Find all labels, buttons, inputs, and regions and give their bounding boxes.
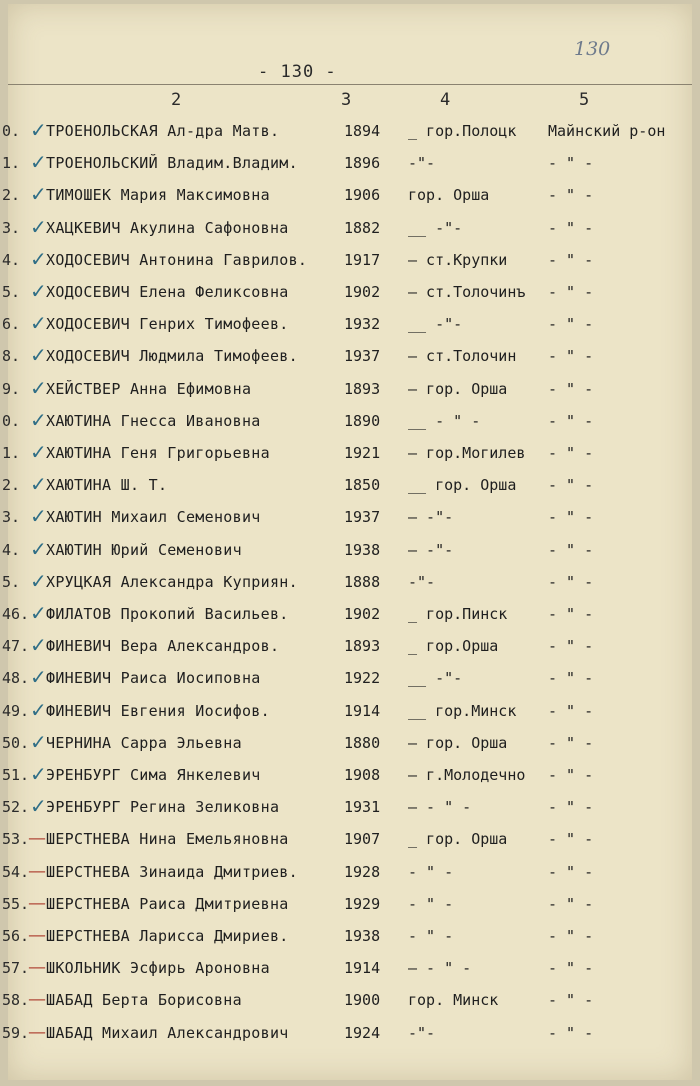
birth-place: — - " - — [408, 959, 472, 978]
district: - " - — [548, 701, 594, 720]
birth-place: __ -"- — [408, 669, 463, 688]
table-row — [2, 1018, 692, 1050]
person-name: ХАЮТИНА Геня Григорьевна — [46, 444, 270, 462]
person-name: ХАЦКЕВИЧ Акулина Сафоновна — [46, 218, 289, 237]
table-row — [2, 792, 692, 824]
birth-place: __ гор.Минск — [408, 701, 517, 720]
row-number: 5. — [2, 283, 21, 301]
district: - " - — [548, 315, 594, 334]
header-rule — [8, 84, 692, 85]
birth-place: — -"- — [408, 508, 454, 527]
person-name: ЧЕРНИНА Сарра Эльевна — [46, 733, 242, 752]
table-row — [2, 374, 692, 406]
birth-year: 1888 — [344, 572, 381, 591]
dash-mark: — — [28, 957, 46, 979]
check-mark: ✓ — [30, 472, 47, 497]
table-row — [2, 824, 692, 856]
check-mark: ✓ — [30, 214, 47, 239]
row-number: 4. — [2, 250, 21, 269]
birth-place: __ -"- — [408, 315, 463, 334]
district: - " - — [548, 250, 594, 269]
handwritten-page-number: 130 — [574, 38, 611, 60]
check-mark: ✓ — [30, 246, 47, 271]
birth-year: 1938 — [344, 540, 381, 559]
dash-mark: — — [28, 989, 46, 1011]
check-mark: ✓ — [30, 794, 47, 819]
birth-year: 1922 — [344, 669, 381, 688]
birth-place: — гор. Орша — [408, 733, 508, 752]
birth-year: 1914 — [344, 959, 381, 978]
check-mark: ✓ — [30, 762, 47, 786]
person-name: ЭРЕНБУРГ Регина Зеликовна — [46, 798, 280, 817]
birth-year: 1850 — [344, 476, 381, 495]
person-name: ХРУЦКАЯ Александра Куприян. — [46, 572, 298, 591]
row-number: 59. — [2, 1023, 30, 1042]
birth-year: 1929 — [344, 894, 381, 913]
table-row — [2, 213, 692, 245]
check-mark: ✓ — [30, 182, 47, 207]
birth-place: _ гор.Пинск — [408, 605, 508, 623]
birth-year: 1937 — [344, 347, 381, 366]
person-name: ХАЮТИНА Гнесса Ивановна — [46, 411, 261, 430]
birth-year: 1921 — [344, 444, 381, 462]
birth-year: 1928 — [344, 862, 381, 881]
birth-place: — -"- — [408, 540, 454, 559]
district: - " - — [548, 637, 594, 656]
table-row — [2, 599, 692, 631]
table-row — [2, 921, 692, 953]
table-row — [2, 760, 692, 792]
district: - " - — [548, 991, 594, 1010]
dash-mark: — — [28, 1021, 46, 1043]
row-number: 57. — [2, 959, 30, 978]
district: - " - — [548, 959, 594, 978]
check-mark: ✓ — [30, 697, 47, 722]
birth-year: 1938 — [344, 927, 381, 945]
table-row — [2, 341, 692, 373]
person-name: ХАЮТИН Юрий Семенович — [46, 540, 242, 559]
birth-year: 1890 — [344, 411, 381, 430]
district: - " - — [548, 1023, 594, 1042]
row-number: 4. — [2, 540, 21, 559]
row-number: 0. — [2, 122, 21, 140]
document-page — [2, 4, 692, 1080]
table-row — [2, 245, 692, 277]
birth-place: _ гор.Полоцк — [408, 122, 517, 140]
district: - " - — [548, 411, 594, 430]
birth-place: — гор.Могилев — [408, 444, 526, 462]
row-number: 2. — [2, 476, 21, 495]
check-mark: ✓ — [30, 407, 47, 432]
table-row — [2, 470, 692, 502]
birth-year: 1893 — [344, 379, 381, 398]
birth-year: 1882 — [344, 218, 381, 237]
person-name: ХАЮТИН Михаил Семенович — [46, 508, 261, 527]
district: - " - — [548, 605, 594, 623]
table-row — [2, 696, 692, 728]
table-row — [2, 277, 692, 309]
birth-place: - " - — [408, 862, 454, 881]
person-name: ШЕРСТНЕВА Ларисса Дмириев. — [46, 927, 289, 945]
row-number: 5. — [2, 572, 21, 591]
district: - " - — [548, 186, 594, 205]
typed-page-number: - 130 - — [258, 62, 337, 82]
table-row — [2, 631, 692, 663]
birth-place: гор. Минск — [408, 991, 499, 1010]
person-name: ШКОЛЬНИК Эсфирь Ароновна — [46, 959, 270, 978]
row-number: 9. — [2, 379, 21, 398]
birth-place: — ст.Толочин — [408, 347, 517, 366]
person-name: ФИНЕВИЧ Раиса Иосиповна — [46, 669, 261, 688]
person-name: ТИМОШЕК Мария Максимовна — [46, 186, 270, 205]
check-mark: ✓ — [30, 665, 47, 690]
check-mark: ✓ — [30, 279, 47, 303]
person-name: ХОДОСЕВИЧ Антонина Гаврилов. — [46, 250, 308, 269]
birth-year: 1900 — [344, 991, 381, 1010]
row-number: 54. — [2, 862, 30, 881]
district: - " - — [548, 347, 594, 366]
table-row — [2, 116, 692, 148]
birth-place: _ гор. Орша — [408, 830, 508, 849]
birth-place: — - " - — [408, 798, 472, 817]
check-mark: ✓ — [30, 601, 47, 625]
birth-place: гор. Орша — [408, 186, 490, 205]
person-name: ТРОЕНОЛЬСКИЙ Владим.Владим. — [46, 154, 298, 173]
person-name: ХОДОСЕВИЧ Людмила Тимофеев. — [46, 347, 298, 366]
birth-year: 1932 — [344, 315, 381, 334]
dash-mark: — — [28, 925, 46, 946]
check-mark: ✓ — [30, 504, 47, 529]
row-number: 50. — [2, 733, 30, 752]
table-row — [2, 567, 692, 599]
table-row — [2, 309, 692, 341]
check-mark: ✓ — [30, 311, 47, 336]
check-mark: ✓ — [30, 729, 47, 754]
person-name: ФИНЕВИЧ Евгения Иосифов. — [46, 701, 270, 720]
table-row — [2, 857, 692, 889]
birth-place: — г.Молодечно — [408, 766, 526, 784]
district: - " - — [548, 733, 594, 752]
dash-mark: — — [28, 860, 46, 882]
row-number: 3. — [2, 508, 21, 527]
person-name: ШАБАД Берта Борисовна — [46, 991, 242, 1010]
birth-place: -"- — [408, 1023, 436, 1042]
birth-place: __ гор. Орша — [408, 476, 517, 495]
district: - " - — [548, 830, 594, 849]
row-number: 3. — [2, 218, 21, 237]
birth-year: 1894 — [344, 122, 381, 140]
district: - " - — [548, 154, 594, 173]
birth-place: — ст.Крупки — [408, 250, 508, 269]
birth-year: 1908 — [344, 766, 381, 784]
column-header-4: 4 — [440, 90, 451, 110]
row-number: 49. — [2, 701, 30, 720]
birth-year: 1907 — [344, 830, 381, 849]
birth-year: 1937 — [344, 508, 381, 527]
person-name: ШЕРСТНЕВА Зинаида Дмитриев. — [46, 862, 298, 881]
district: - " - — [548, 572, 594, 591]
row-number: 51. — [2, 766, 30, 784]
birth-year: 1917 — [344, 250, 381, 269]
district: - " - — [548, 379, 594, 398]
district: - " - — [548, 218, 594, 237]
person-name: ШАБАД Михаил Александрович — [46, 1023, 289, 1042]
birth-year: 1893 — [344, 637, 381, 656]
dash-mark: — — [28, 892, 46, 914]
row-number: 0. — [2, 411, 21, 430]
birth-year: 1896 — [344, 154, 381, 173]
table-row — [2, 438, 692, 470]
row-number: 46. — [2, 605, 30, 623]
row-number: 1. — [2, 154, 21, 173]
birth-place: - " - — [408, 894, 454, 913]
district: - " - — [548, 540, 594, 559]
row-number: 58. — [2, 991, 30, 1010]
birth-year: 1902 — [344, 283, 381, 301]
table-row — [2, 663, 692, 695]
person-name: ХОДОСЕВИЧ Елена Феликсовна — [46, 283, 289, 301]
birth-place: _ гор.Орша — [408, 637, 499, 656]
district: - " - — [548, 927, 594, 945]
birth-place: -"- — [408, 154, 436, 173]
check-mark: ✓ — [30, 633, 47, 658]
district: - " - — [548, 508, 594, 527]
person-name: ФИЛАТОВ Прокопий Васильев. — [46, 605, 289, 623]
person-name: ШЕРСТНЕВА Раиса Дмитриевна — [46, 894, 289, 913]
check-mark: ✓ — [30, 118, 47, 142]
check-mark: ✓ — [30, 150, 47, 175]
birth-place: __ -"- — [408, 218, 463, 237]
birth-year: 1924 — [344, 1023, 381, 1042]
birth-year: 1931 — [344, 798, 381, 817]
table-row — [2, 148, 692, 180]
table-row — [2, 502, 692, 534]
district: - " - — [548, 798, 594, 817]
district: - " - — [548, 669, 594, 688]
table-row — [2, 180, 692, 212]
person-name: ЭРЕНБУРГ Сима Янкелевич — [46, 766, 261, 784]
table-row — [2, 985, 692, 1017]
row-number: 52. — [2, 798, 30, 817]
birth-year: 1914 — [344, 701, 381, 720]
dash-mark: — — [28, 828, 46, 850]
district: - " - — [548, 444, 594, 462]
check-mark: ✓ — [30, 536, 47, 561]
table-row — [2, 406, 692, 438]
table-row — [2, 728, 692, 760]
column-header-5: 5 — [579, 90, 590, 110]
row-number: 55. — [2, 894, 30, 913]
row-number: 53. — [2, 830, 30, 849]
district: - " - — [548, 283, 594, 301]
birth-place: — ст.Толочинъ — [408, 283, 526, 301]
row-number: 47. — [2, 637, 30, 656]
row-number: 1. — [2, 444, 21, 462]
column-header-2: 2 — [171, 90, 182, 110]
district: - " - — [548, 766, 594, 784]
district: - " - — [548, 476, 594, 495]
column-header-3: 3 — [341, 90, 352, 110]
person-name: ШЕРСТНЕВА Нина Емельяновна — [46, 830, 289, 849]
birth-place: __ - " - — [408, 411, 481, 430]
check-mark: ✓ — [30, 343, 47, 368]
person-name: ХЕЙСТВЕР Анна Ефимовна — [46, 379, 252, 398]
district: - " - — [548, 894, 594, 913]
person-name: ХОДОСЕВИЧ Генрих Тимофеев. — [46, 315, 289, 334]
district: - " - — [548, 862, 594, 881]
person-name: ФИНЕВИЧ Вера Александров. — [46, 637, 280, 656]
table-row — [2, 889, 692, 921]
district: Майнский р-он — [548, 122, 666, 140]
birth-place: - " - — [408, 927, 454, 945]
row-number: 48. — [2, 669, 30, 688]
check-mark: ✓ — [30, 568, 47, 593]
row-number: 8. — [2, 347, 21, 366]
birth-place: — гор. Орша — [408, 379, 508, 398]
birth-year: 1906 — [344, 186, 381, 205]
check-mark: ✓ — [30, 440, 47, 464]
person-name: ХАЮТИНА Ш. Т. — [46, 476, 168, 495]
row-number: 2. — [2, 186, 21, 205]
birth-year: 1880 — [344, 733, 381, 752]
row-number: 56. — [2, 927, 30, 945]
row-number: 6. — [2, 315, 21, 334]
birth-place: -"- — [408, 572, 436, 591]
person-name: ТРОЕНОЛЬСКАЯ Ал-дра Матв. — [46, 122, 280, 140]
table-row — [2, 953, 692, 985]
check-mark: ✓ — [30, 375, 47, 400]
birth-year: 1902 — [344, 605, 381, 623]
table-row — [2, 535, 692, 567]
